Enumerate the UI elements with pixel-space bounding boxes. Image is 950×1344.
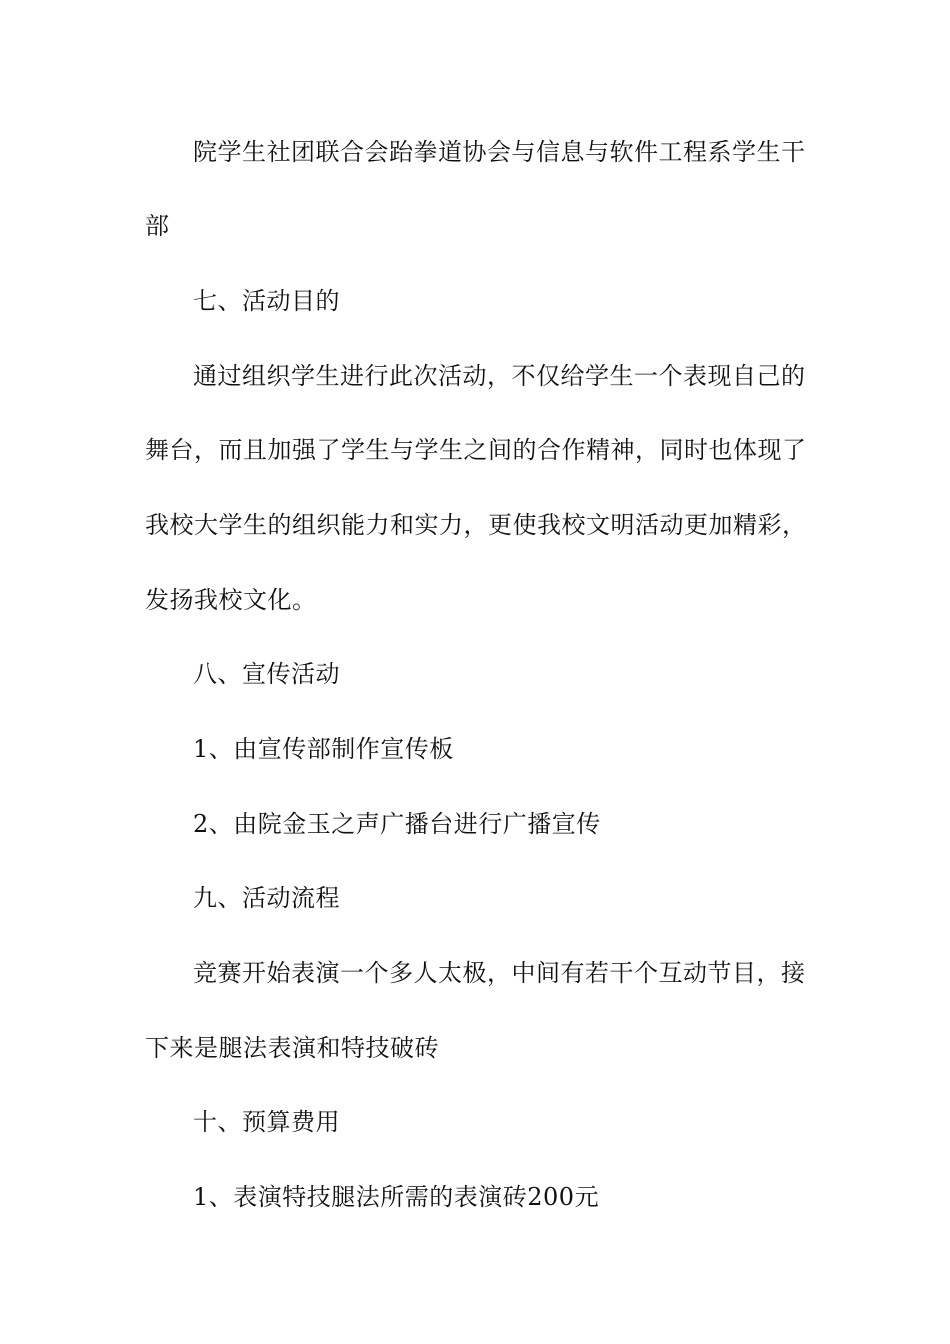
paragraph-line: 通过组织学生进行此次活动，不仅给学生一个表现自己的 <box>193 362 806 390</box>
section-heading-budget: 十、预算费用 <box>193 1108 340 1136</box>
section-heading-process: 九、活动流程 <box>193 884 340 912</box>
list-item: 1、由宣传部制作宣传板 <box>193 735 454 763</box>
paragraph-line: 部 <box>145 212 170 240</box>
paragraph-line: 下来是腿法表演和特技破砖 <box>145 1034 439 1062</box>
section-heading-publicity: 八、宣传活动 <box>193 660 340 688</box>
section-heading-purpose: 七、活动目的 <box>193 287 340 315</box>
paragraph-line: 院学生社团联合会跆拳道协会与信息与软件工程系学生干 <box>193 138 806 166</box>
paragraph-line: 发扬我校文化。 <box>145 586 317 614</box>
paragraph-line: 竞赛开始表演一个多人太极，中间有若干个互动节目，接 <box>193 959 806 987</box>
list-item: 2、由院金玉之声广播台进行广播宣传 <box>193 810 601 838</box>
paragraph-line: 我校大学生的组织能力和实力，更使我校文明活动更加精彩， <box>145 511 807 539</box>
paragraph-line: 舞台，而且加强了学生与学生之间的合作精神，同时也体现了 <box>145 436 807 464</box>
list-item: 1、表演特技腿法所需的表演砖200元 <box>193 1183 600 1211</box>
